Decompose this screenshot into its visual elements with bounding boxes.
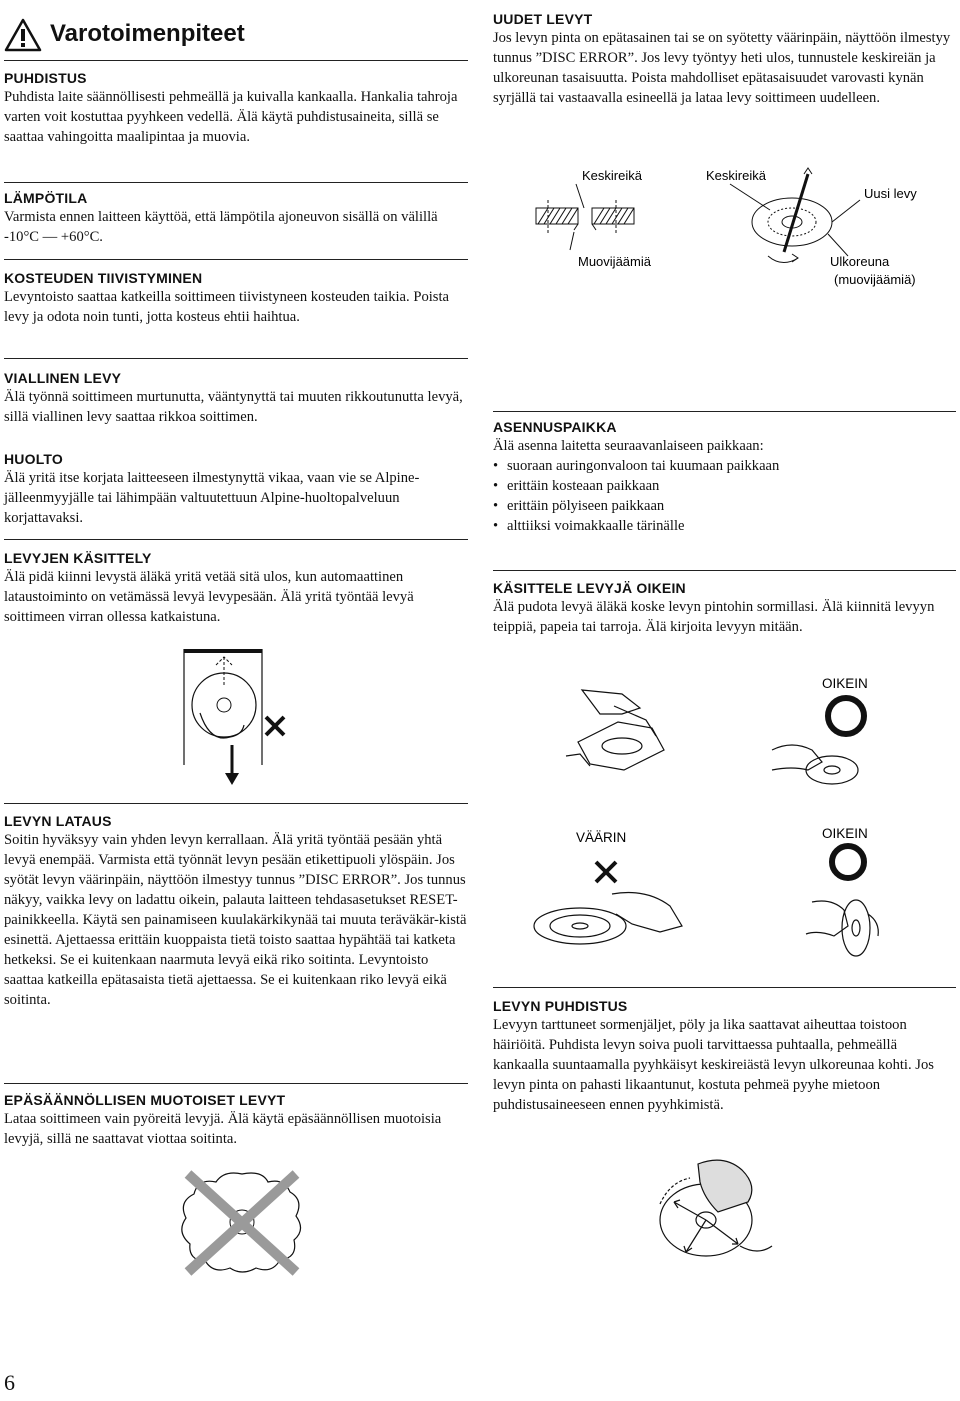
section-text: Soitin hyväksyy vain yhden levyn kerrallaan. Älä yritä työntää pesään yhtä levyä enempää. Varmista että työnnät levyn pesään etikettipuoli ylöspäin. Jos syötät levyn väärinpäin, näyttöön ilmestyy tunnus ”DISC ERROR”. Jos tunnus näkyy, vaikka levy on ladattu oikein, palauta laitteen tehdasasetukset RESET-painikkeella. Käytä sen painamiseen kuulakärkikynää tai muuta teräväkär-kistä esinettä. Ajettaessa erittäin kuoppaista tietä toisto saattaa hypähtää tai katketa hetkeksi. Se ei kuitenkaan naarmuta levyä eikä riko soitinta. Levyntoisto saattaa katkeilla epätasaista tietä ajettaessa. Se ei kuitenkaan riko levyä eikä soitinta.	[4, 832, 467, 1008]
page-title: Varotoimenpiteet	[50, 20, 245, 47]
divider	[4, 803, 468, 804]
divider	[4, 182, 468, 183]
disc-cleaning-illustration	[640, 1148, 780, 1278]
section-text: Älä pidä kiinni levystä äläkä yritä vetää sitä ulos, kun automaattinen lataustoiminto on vetämässä levyä levypesään. Älä yritä työntää levyä soittimeen virran ollessa katkaistuna.	[4, 569, 414, 625]
list-item: • suoraan auringonvaloon tai kuumaan paikkaan	[493, 456, 956, 476]
section-heading: LÄMPÖTILA	[4, 190, 88, 206]
section-heading: KÄSITTELE LEVYJÄ OIKEIN	[493, 580, 686, 596]
disc-insert-illustration	[180, 645, 300, 790]
label-outer-edge: Ulkoreuna	[830, 254, 890, 269]
divider	[4, 1083, 468, 1084]
section-heading: VIALLINEN LEVY	[4, 370, 122, 386]
label-burr: Muovijäämiä	[578, 254, 651, 269]
divider	[4, 259, 468, 260]
label-correct: OIKEIN	[822, 676, 868, 691]
page-number: 6	[4, 1370, 15, 1395]
section-heading: ASENNUSPAIKKA	[493, 419, 617, 435]
warning-icon	[4, 18, 42, 52]
section-handle-correctly	[493, 579, 956, 637]
section-heading: LEVYN PUHDISTUS	[493, 998, 628, 1014]
label-center-hole: Keskireikä	[582, 168, 642, 183]
section-disc-loading	[4, 812, 468, 1010]
section-text: Levyntoisto saattaa katkeilla soittimeen tiivistyneen kosteuden taikia. Poista levy ja odota noin tunti, jotta kosteus ehtii haihtua.	[4, 289, 450, 325]
section-disc-handling	[4, 549, 468, 627]
divider	[4, 60, 468, 61]
section-text: Levyyn tarttuneet sormenjäljet, pöly ja lika saattavat aiheuttaa toistoon häiriöitä. Puhdista levyn soiva puoli tarvittaessa puhtaalla, pehmeällä kankaalla suuntaamalla pyyhkäisyt keskireiästä levyn ulkoreunaa kohti. Jos levyn pinta on pahasti likaantunut, kostuta pehmeä pyyhe mietoon puhdistusaineeseen ennen pyyhkimistä.	[493, 1017, 934, 1113]
section-maintenance	[4, 450, 468, 528]
section-heading: KOSTEUDEN TIIVISTYMINEN	[4, 270, 203, 286]
section-new-discs	[493, 10, 956, 108]
divider	[493, 987, 956, 988]
section-cleaning	[4, 69, 468, 147]
section-irregular-discs	[4, 1091, 468, 1149]
section-damaged-disc	[4, 369, 468, 427]
section-text: Älä pudota levyä äläkä koske levyn pintohin sormillasi. Älä kiinnitä levyyn teippiä, papeia tai tarroja. Älä kirjoita levyyn mitään.	[493, 599, 935, 635]
section-text: Älä asenna laitetta seuraavanlaiseen paikkaan:	[493, 438, 764, 454]
label-correct: OIKEIN	[822, 826, 868, 841]
handling-illustration	[560, 670, 890, 795]
section-text: Puhdista laite säännöllisesti pehmeällä ja kuivalla kankaalla. Hankalia tahroja varten voit kostuttaa pyyhkeen vedellä. Älä käytä puhdistusaineita, sillä se saattaa vahingoitta maalipintaa ja muovia.	[4, 89, 458, 145]
section-text: Älä työnnä soittimeen murtunutta, vääntynyttä tai muuten rikkoutunutta levyä, sillä viallinen levy saattaa rikkoa soittimen.	[4, 389, 463, 425]
cross-icon	[266, 717, 284, 735]
divider	[4, 358, 468, 359]
section-text: Jos levyn pinta on epätasainen tai se on syötetty väärinpäin, näyttöön ilmestyy tunnus ”DISC ERROR”. Jos levy työntyy heti ulos, tunnustele keskireiän ja ulkoreunan tasaisuutta. Poista mahdolliset epätasaisuudet varovasti kynän syrjällä tai vastaavalla esineellä ja lataa levy soittimeen uudelleen.	[493, 30, 951, 106]
section-installation-location	[493, 418, 956, 536]
section-text: Älä yritä itse korjata laitteeseen ilmestynyttä vikaa, vaan vie se Alpine-jälleenmyyjälle tai lähimpään valtuutettuun Alpine-huoltopalveluun korjattavaksi.	[4, 470, 420, 526]
section-moisture	[4, 269, 468, 327]
irregular-disc-illustration	[172, 1168, 312, 1278]
section-text: Lataa soittimeen vain pyöreitä levyjä. Älä käytä epäsäännöllisen muotoisia levyjä, sillä ne saattavat viottaa soitinta.	[4, 1111, 442, 1147]
list-item: • erittäin pölyiseen paikkaan	[493, 496, 956, 516]
handling-wrong-right-illustration	[512, 818, 912, 958]
section-heading: LEVYN LATAUS	[4, 813, 112, 829]
divider	[4, 539, 468, 540]
section-heading: HUOLTO	[4, 451, 64, 467]
section-heading: PUHDISTUS	[4, 70, 87, 86]
section-text: Varmista ennen laitteen käyttöä, että lämpötila ajoneuvon sisällä on välillä -10°C — +60°C.	[4, 209, 438, 245]
label-outer-edge: (muovijäämiä)	[834, 272, 916, 287]
list-item: • erittäin kosteaan paikkaan	[493, 476, 956, 496]
section-disc-cleaning	[493, 997, 956, 1115]
label-new-disc: Uusi levy	[864, 186, 917, 201]
cross-icon	[596, 862, 616, 882]
section-temperature	[4, 189, 468, 247]
new-disc-illustration	[530, 160, 950, 295]
section-heading: EPÄSÄÄNNÖLLISEN MUOTOISET LEVYT	[4, 1092, 286, 1108]
label-center-hole: Keskireikä	[706, 168, 766, 183]
section-heading: UUDET LEVYT	[493, 11, 593, 27]
divider	[493, 411, 956, 412]
list-item: • alttiiksi voimakkaalle tärinälle	[493, 516, 956, 536]
label-wrong: VÄÄRIN	[576, 830, 627, 845]
divider	[493, 570, 956, 571]
section-heading: LEVYJEN KÄSITTELY	[4, 550, 152, 566]
